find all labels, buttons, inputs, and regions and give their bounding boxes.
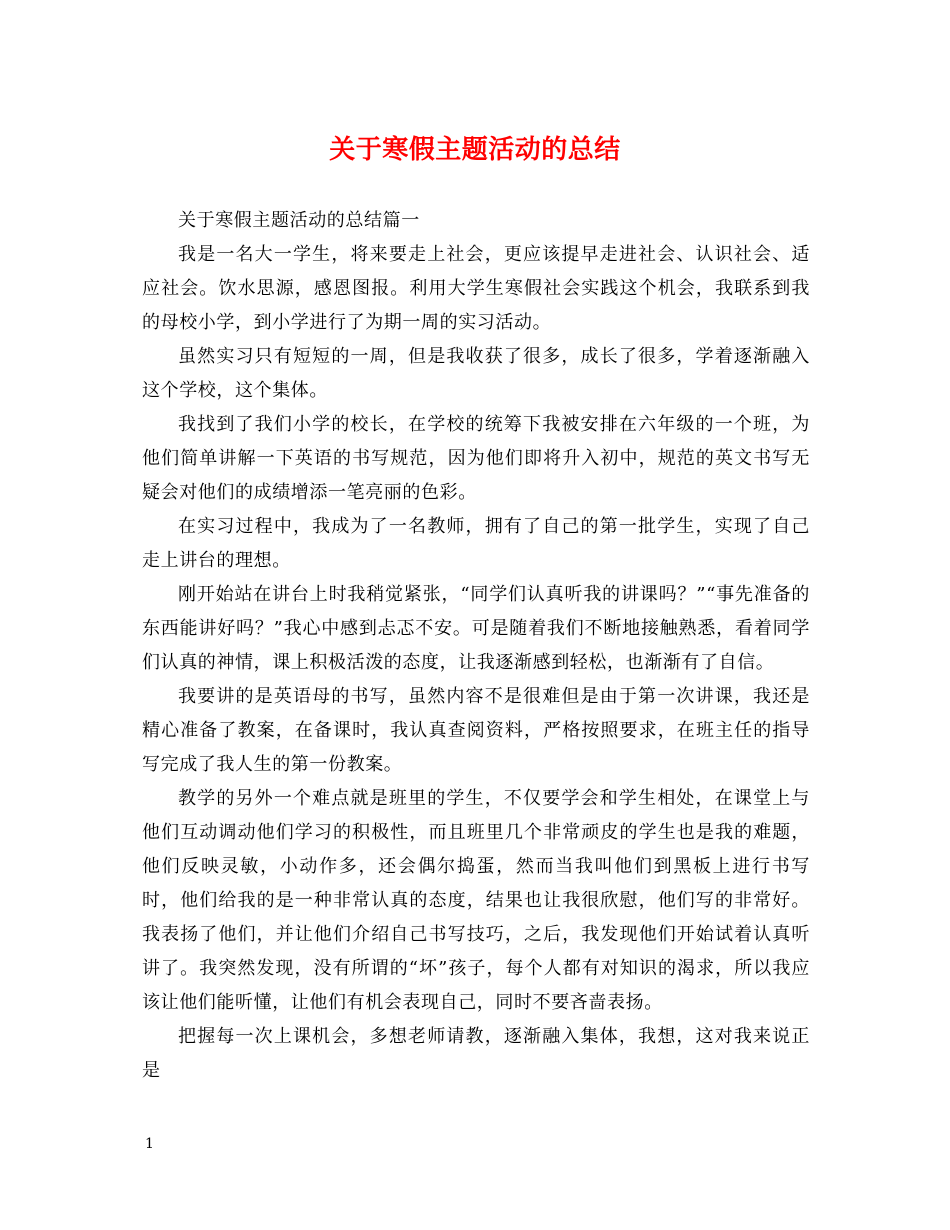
document-title: 关于寒假主题活动的总结 [329, 135, 621, 165]
paragraph: 在实习过程中，我成为了一名教师，拥有了自己的第一批学生，实现了自己走上讲台的理想。 [142, 516, 810, 571]
paragraph: 我要讲的是英语母的书写，虽然内容不是很难但是由于第一次讲课，我还是精心准备了教案，在备课时，我认真查阅资料，严格按照要求，在班主任的指导写完成了我人生的第一份教案。 [142, 686, 810, 775]
paragraph: 虽然实习只有短短的一周，但是我收获了很多，成长了很多，学着逐渐融入这个学校，这个集体。 [142, 346, 810, 401]
paragraph: 我是一名大一学生，将来要走上社会，更应该提早走进社会、认识社会、适应社会。饮水思源，感恩图报。利用大学生寒假社会实践这个机会，我联系到我的母校小学，到小学进行了为期一周的实习活动。 [142, 244, 810, 333]
paragraph-heading: 关于寒假主题活动的总结篇一 [178, 210, 420, 231]
paragraph: 教学的另外一个难点就是班里的学生，不仅要学会和学生相处，在课堂上与他们互动调动他们学习的积极性，而且班里几个非常顽皮的学生也是我的难题，他们反映灵敏，小动作多，还会偶尔捣蛋，然而当我叫他们到黑板上进行书写时，他们给我的是一种非常认真的态度，结果也让我很欣慰，他们写的非常好。我表扬了他们，并让他们介绍自己书写技巧，之后，我发现他们开始试着认真听讲了。我突然发现，没有所谓的“坏”孩子，每个人都有对知识的渴求，所以我应该让他们能听懂，让他们有机会表现自己，同时不要吝啬表扬。 [142, 788, 810, 1013]
paragraph: 我找到了我们小学的校长，在学校的统筹下我被安排在六年级的一个班，为他们简单讲解一下英语的书写规范，因为他们即将升入初中，规范的英文书写无疑会对他们的成绩增添一笔亮丽的色彩。 [142, 414, 810, 503]
paragraph: 刚开始站在讲台上时我稍觉紧张，“同学们认真听我的讲课吗？”“事先准备的东西能讲好吗？”我心中感到忐忑不安。可是随着我们不断地接触熟悉，看着同学们认真的神情，课上积极活泼的态度，让我逐渐感到轻松，也渐渐有了自信。 [142, 584, 810, 673]
paragraph: 把握每一次上课机会，多想老师请教，逐渐融入集体，我想，这对我来说正是 [142, 1026, 810, 1081]
page-number: 1 [145, 1136, 154, 1152]
document-body [142, 204, 810, 1088]
